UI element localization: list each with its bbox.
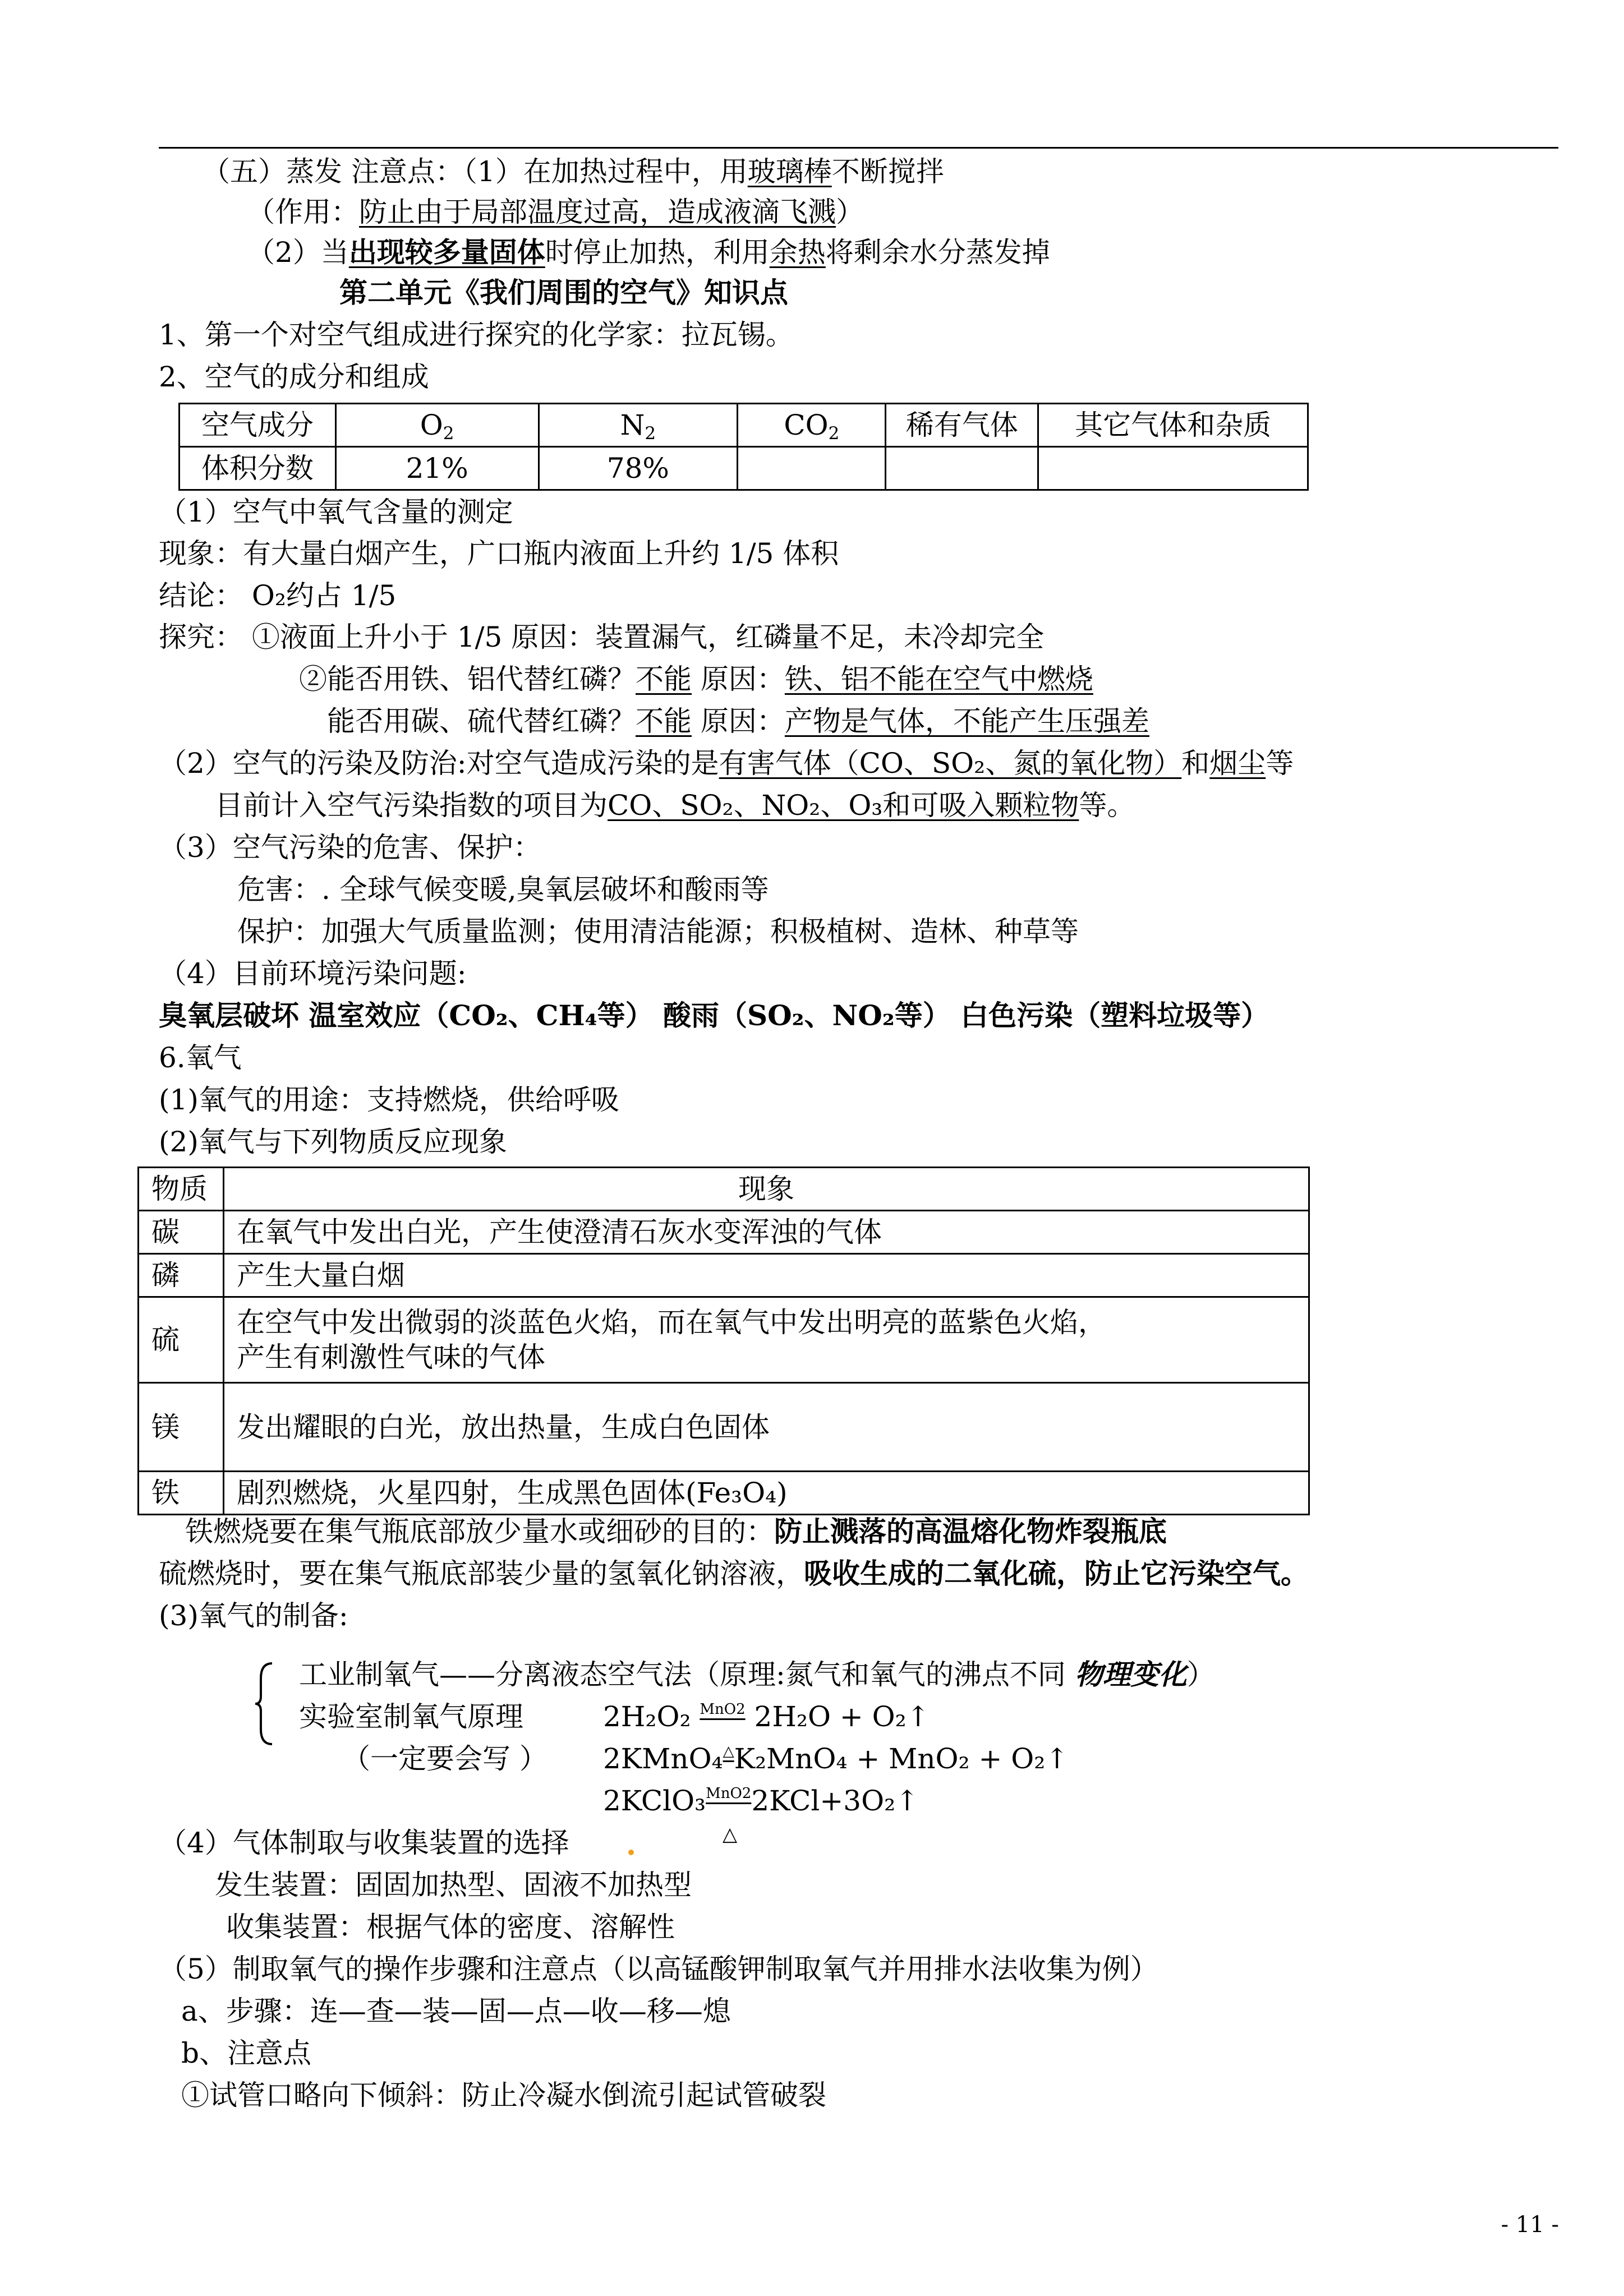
prep-title: (3)氧气的制备:	[159, 1599, 348, 1632]
table-row	[139, 1383, 1309, 1472]
orange-dot	[628, 1850, 634, 1855]
oxygen-test-explore1: 探究： ①液面上升小于 1/5 原因：装置漏气，红磷量不足，未冷却完全	[159, 621, 1045, 653]
evaporation-line: （五）蒸发 注意点：（1）在加热过程中，用玻璃棒不断搅拌	[202, 155, 944, 188]
table-cell: 78%	[539, 447, 738, 490]
env-title: （4）目前环境污染问题:	[159, 957, 467, 990]
table-cell: 碳	[139, 1211, 224, 1254]
table-cell: 体积分数	[180, 447, 336, 490]
table-row	[180, 447, 1308, 490]
table-cell: 铁	[139, 1472, 224, 1515]
device-title: （4）气体制取与收集装置的选择	[159, 1827, 569, 1859]
pollution-harm-title: （3）空气污染的危害、保护：	[159, 831, 541, 864]
env-list: 臭氧层破坏 温室效应（CO₂、CH₄等） 酸雨（SO₂、NO₂等） 白色污染（塑料垃圾等）	[159, 999, 1269, 1032]
table-cell	[738, 447, 886, 490]
table-cell: $O_2$	[335, 404, 539, 447]
pollution-index: 目前计入空气污染指数的项目为CO、SO₂、NO₂、O₃和可吸入颗粒物等。	[215, 789, 1135, 822]
steps-b: b、注意点	[181, 2037, 312, 2069]
brace-icon	[254, 1662, 273, 1746]
oxygen-test-phenomenon: 现象：有大量白烟产生，广口瓶内液面上升约 1/5 体积	[159, 537, 839, 570]
oxygen-reaction-table	[137, 1167, 1310, 1515]
equation-kmno4: 2KMnO₄△K₂MnO₄ + MnO₂ + O₂↑	[603, 1742, 1069, 1775]
table-cell: 磷	[139, 1254, 224, 1297]
iron-note: 铁燃烧要在集气瓶底部放少量水或细砂的目的：防止溅落的高温熔化物炸裂瓶底	[185, 1515, 1167, 1548]
air-composition-table	[178, 403, 1309, 491]
prep-lab: 实验室制氧气原理	[299, 1700, 523, 1733]
table-cell: 镁	[139, 1383, 224, 1472]
prep-must: （一定要会写 ）	[342, 1742, 548, 1775]
pollution-title: （2）空气的污染及防治:对空气造成污染的是有害气体（CO、SO₂、氮的氧化物）和烟尘等	[159, 747, 1294, 780]
pollution-harm: 危害：. 全球气候变暖,臭氧层破坏和酸雨等	[237, 873, 769, 906]
table-cell: 其它气体和杂质	[1038, 404, 1308, 447]
oxygen-use: (1)氧气的用途：支持燃烧，供给呼吸	[159, 1084, 619, 1116]
table-row	[139, 1211, 1309, 1254]
header-rule	[159, 147, 1558, 149]
table-cell: 硫	[139, 1297, 224, 1383]
sulfur-note: 硫燃烧时，要在集气瓶底部装少量的氢氧化钠溶液，吸收生成的二氧化硫，防止它污染空气。	[159, 1557, 1309, 1590]
table-cell	[886, 447, 1038, 490]
table-cell: $CO_2$	[738, 404, 886, 447]
table-row	[139, 1297, 1309, 1383]
table-row	[139, 1168, 1309, 1211]
table-cell: 空气成分	[180, 404, 336, 447]
table-row	[139, 1254, 1309, 1297]
table-cell: 21%	[335, 447, 539, 490]
q2-line: 2、空气的成分和组成	[159, 361, 429, 393]
table-cell: 在空气中发出微弱的淡蓝色火焰，而在氧气中发出明亮的蓝紫色火焰， 产生有刺激性气味的气体	[224, 1297, 1309, 1383]
equation-kclo3: 2KClO₃$^{MnO2}$2KCl+3O₂↑	[603, 1785, 919, 1817]
page-number: - 11 -	[1501, 2212, 1559, 2238]
q1-line: 1、第一个对空气组成进行探究的化学家：拉瓦锡。	[159, 319, 794, 351]
oxygen-test-explore2: ②能否用铁、铝代替红磷？不能 原因：铁、铝不能在空气中燃烧	[299, 663, 1093, 695]
table-cell: 剧烈燃烧，火星四射，生成黑色固体(Fe₃O₄)	[224, 1472, 1309, 1515]
prep-industry: 工业制氧气——分离液态空气法（原理:氮气和氧气的沸点不同 物理变化）	[299, 1658, 1215, 1691]
pollution-protect: 保护：加强大气质量监测；使用清洁能源；积极植树、造林、种草等	[237, 915, 1079, 948]
steps-c1: ①试管口略向下倾斜：防止冷凝水倒流引起试管破裂	[181, 2079, 826, 2111]
steps-title: （5）制取氧气的操作步骤和注意点（以高锰酸钾制取氧气并用排水法收集为例）	[159, 1953, 1158, 1985]
oxygen-test-explore3: 能否用碳、硫代替红磷？不能 原因：产物是气体，不能产生压强差	[327, 705, 1149, 737]
equation-h2o2: 2H₂O₂ $^{MnO2}$ 2H₂O + O₂↑	[603, 1700, 930, 1733]
oxygen-title: 6.氧气	[159, 1041, 242, 1074]
table-cell: 物质	[139, 1168, 224, 1211]
table-cell: 发出耀眼的白光，放出热量，生成白色固体	[224, 1383, 1309, 1472]
steps-a: a、步骤：连—查—装—固—点—收—移—熄	[181, 1995, 731, 2027]
device-collect: 收集装置：根据气体的密度、溶解性	[226, 1911, 675, 1943]
table-cell	[1038, 447, 1308, 490]
unit-title: 第二单元《我们周围的空气》知识点	[339, 276, 788, 309]
table-cell: $N_2$	[539, 404, 738, 447]
evaporation-role: （作用：防止由于局部温度过高，造成液滴飞溅）	[247, 196, 864, 228]
table-cell: 稀有气体	[886, 404, 1038, 447]
oxygen-react-title: (2)氧气与下列物质反应现象	[159, 1126, 507, 1158]
device-gen: 发生装置：固固加热型、固液不加热型	[215, 1869, 692, 1901]
table-row	[139, 1472, 1309, 1515]
table-cell: 在氧气中发出白光，产生使澄清石灰水变浑浊的气体	[224, 1211, 1309, 1254]
table-row	[180, 404, 1308, 447]
kclo3-heat-sign: △	[723, 1823, 738, 1846]
table-cell: 现象	[224, 1168, 1309, 1211]
oxygen-test-conclusion: 结论： O₂约占 1/5	[159, 579, 397, 612]
table-cell: 产生大量白烟	[224, 1254, 1309, 1297]
evaporation-stop: （2）当出现较多量固体时停止加热，利用余热将剩余水分蒸发掉	[247, 236, 1050, 269]
oxygen-test-title: （1）空气中氧气含量的测定	[159, 496, 513, 528]
